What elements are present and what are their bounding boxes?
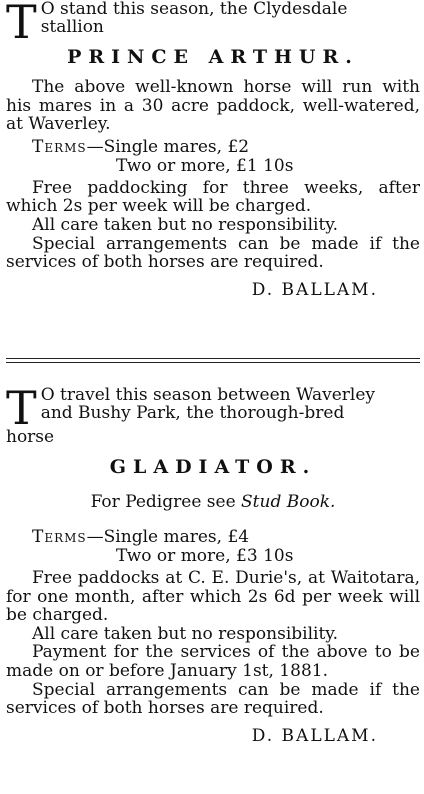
arrangements-paragraph: Special arrangements can be made if the services of both horses are required. xyxy=(6,233,420,273)
terms-line xyxy=(6,138,420,157)
pedigree-line xyxy=(6,492,420,512)
terms-single: —Single mares, £2 xyxy=(86,136,250,157)
terms-single: —Single mares, £4 xyxy=(86,527,250,547)
terms-multiple: Two or more, £3 10s xyxy=(116,546,294,566)
pedigree-text: For Pedigree see xyxy=(90,492,242,512)
care-paragraph: All care taken but no responsibility. xyxy=(32,214,339,235)
terms-multiple: Two or more, £1 10s xyxy=(116,155,294,176)
lead-line: O travel this season between Waverley xyxy=(40,385,376,405)
lead-line-continued: and Bushy Park, the thorough-bred xyxy=(40,403,345,423)
arrangements-paragraph: Special arrangements can be made if the services of both horses are required. xyxy=(6,679,420,719)
horse-name: GLADIATOR. xyxy=(109,456,317,478)
advertisement-prince-arthur xyxy=(6,0,420,300)
drop-cap: T xyxy=(6,381,37,435)
signature: D. BALLAM. xyxy=(251,725,378,746)
care-paragraph: All care taken but no responsibility. xyxy=(32,623,339,644)
paddocks-paragraph: Free paddocks at C. E. Durie's, at Waitotara, for one month, after which 2s 6d per week will be charged. xyxy=(6,568,420,626)
section-divider xyxy=(6,358,420,366)
terms-line xyxy=(6,528,420,547)
horse-name: PRINCE ARTHUR. xyxy=(67,46,359,68)
terms-label: Terms xyxy=(32,527,87,547)
signature: D. BALLAM. xyxy=(251,279,378,300)
lead-line: O stand this season, the Clydesdale xyxy=(40,0,348,19)
payment-paragraph: Payment for the services of the above to be made on or before January 1st, 1881. xyxy=(6,642,420,681)
paddocking-paragraph: Free paddocking for three weeks, after which 2s per week will be charged. xyxy=(6,177,420,217)
drop-cap: T xyxy=(6,0,37,49)
advertisement-gladiator xyxy=(6,381,420,746)
description-paragraph: The above well-known horse will run with his mares in a 30 acre paddock, well-watered, at Waverley. xyxy=(6,77,420,135)
pedigree-reference: Stud Book. xyxy=(241,492,336,512)
terms-label: Terms xyxy=(32,136,87,157)
lead-line-continued: stallion xyxy=(40,17,104,37)
lead-line-rest: horse xyxy=(6,427,55,447)
